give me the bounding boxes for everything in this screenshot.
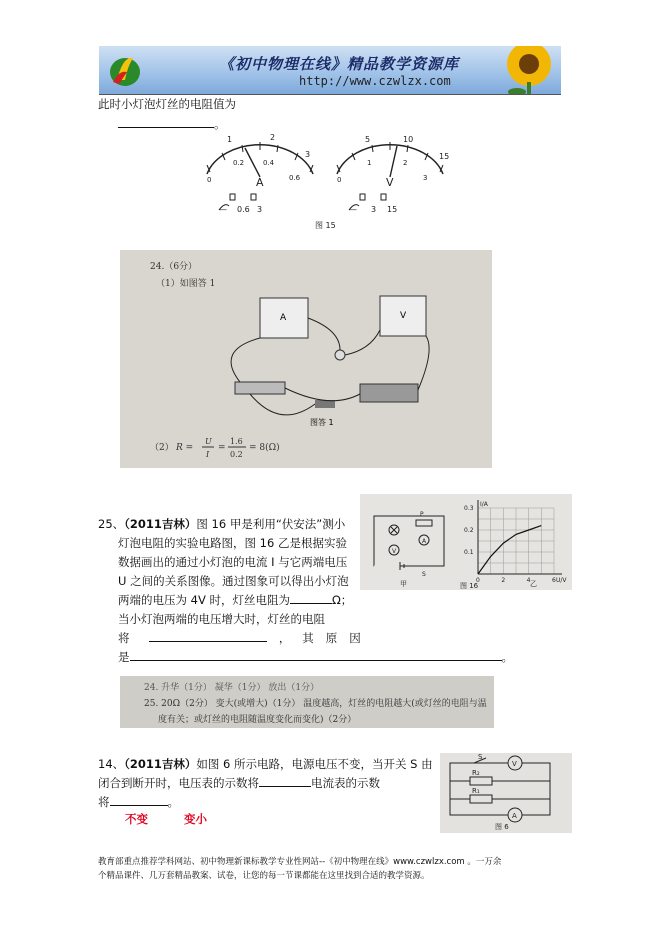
ammeter-terminal-06: 0.6 xyxy=(237,205,250,214)
ammeter-dial xyxy=(207,133,313,214)
iu-curve xyxy=(478,526,541,574)
voltmeter-terminal-15: 15 xyxy=(387,205,398,214)
fig16-yi: 乙 xyxy=(530,580,537,588)
svg-text:P: P xyxy=(420,511,424,518)
q25-text-7: 将 xyxy=(118,631,130,645)
frac1-den: I xyxy=(206,450,210,459)
resistance-blank[interactable] xyxy=(290,591,332,604)
voltmeter-tick-15: 15 xyxy=(439,152,450,161)
voltmeter-tick-3: 3 xyxy=(423,174,428,182)
site-title: 《初中物理在线》精品教学资源库 xyxy=(219,55,460,73)
q25-text-1: 图 16 甲是利用“伏安法”测小 xyxy=(196,517,346,531)
frac2-den: 0.2 xyxy=(230,450,243,459)
ammeter-tick-06: 0.6 xyxy=(289,174,301,182)
svg-text:—: — xyxy=(349,205,357,214)
x-axis-label: U/V xyxy=(556,577,567,584)
ammeter-tick-3: 3 xyxy=(305,150,311,159)
q25-line-1 xyxy=(98,515,345,533)
q14-line-3 xyxy=(98,793,179,811)
svg-text:V: V xyxy=(400,311,407,321)
iu-chart xyxy=(464,500,567,584)
fig6-caption: 图 6 xyxy=(495,823,509,831)
fig16-caption: 图 16 xyxy=(460,582,479,590)
sunflower-icon xyxy=(489,46,559,95)
circuit-jia xyxy=(374,516,444,570)
q14-line-2 xyxy=(98,774,380,792)
voltmeter-blank[interactable] xyxy=(259,774,311,787)
trend-blank[interactable] xyxy=(149,629,267,642)
q25-line-7 xyxy=(118,629,373,647)
voltmeter-terminal-3: 3 xyxy=(371,205,377,214)
ammeter-tick-04: 0.4 xyxy=(263,159,275,167)
svg-text:A: A xyxy=(422,538,427,545)
period: 。 xyxy=(214,117,226,131)
frac2-num: 1.6 xyxy=(230,437,243,446)
fig6-switch-label: S xyxy=(478,753,483,761)
ans25-line-1: 24. 升华（1分） 凝华（1分） 放出（1分） xyxy=(144,683,320,693)
x-tick-label: 2 xyxy=(501,577,506,584)
site-url[interactable]: http://www.czwlzx.com xyxy=(299,74,451,88)
q25-end: 。 xyxy=(501,650,513,664)
q14-text-1: 如图 6 所示电路，电源电压不变，当开关 S 由 xyxy=(196,757,433,771)
voltmeter-tick-2: 2 xyxy=(403,159,408,167)
q14-line-1 xyxy=(98,755,433,773)
ans24-sub1: （1）如图答 1 xyxy=(156,279,216,289)
y-tick-label: 0.1 xyxy=(464,549,474,556)
figure-15-meters xyxy=(185,132,455,232)
q25-unit: Ω； xyxy=(332,593,353,607)
frac1-num: U xyxy=(205,437,212,446)
svg-text:—: — xyxy=(219,205,227,214)
q14-tag: （2011吉林） xyxy=(124,757,197,771)
ammeter-blank[interactable] xyxy=(110,793,168,806)
ammeter-tick-1: 1 xyxy=(227,135,233,144)
q25-text-9: 是 xyxy=(118,650,130,664)
x-tick-label: 4 xyxy=(526,577,531,584)
voltmeter-tick-1: 1 xyxy=(367,159,372,167)
voltmeter-tick-10: 10 xyxy=(403,135,414,144)
answer-24-scan xyxy=(120,250,492,468)
x-tick-label: 6 xyxy=(552,577,556,584)
q25-text-8: ，其原因 xyxy=(278,631,373,645)
y-tick-label: 0.3 xyxy=(464,505,474,512)
ans24-formula xyxy=(150,432,340,462)
q14-text-3: 将 xyxy=(98,795,110,809)
formula-lhs: R = xyxy=(176,443,194,453)
ammeter-letter: A xyxy=(256,176,264,189)
fig6-r1-label: R₁ xyxy=(472,787,480,795)
ans24-head: 24.（6分） xyxy=(150,262,198,272)
q23-text: 此时小灯泡灯丝的电阻值为 xyxy=(98,97,236,111)
answer-circuit-figure xyxy=(220,290,440,430)
ans25-line-2b: 度有关；或灯丝的电阻随温度变化而变化)（2分） xyxy=(158,715,357,725)
figure-16-svg xyxy=(360,494,572,590)
q25-line-5 xyxy=(118,591,352,609)
ammeter-tick-2: 2 xyxy=(270,133,276,142)
footer-line-1: 教育部重点推荐学科网站、初中物理新课标教学专业性网站--《初中物理在线》www.czwlzx.com 。一万余 xyxy=(98,857,502,867)
q14-answer-2: 变小 xyxy=(184,812,207,826)
svg-text:S: S xyxy=(422,571,426,578)
q25-line-3: 数据画出的通过小灯泡的电流 I 与它两端电压 xyxy=(118,555,348,569)
ammeter-tick-02: 0.2 xyxy=(233,159,245,167)
ans25-line-2a: 25. 20Ω（2分） 变大(或增大)（1分） 温度越高，灯丝的电阻越大(或灯丝的电阻与温 xyxy=(144,699,487,709)
site-logo-icon xyxy=(105,50,145,90)
svg-text:A: A xyxy=(280,313,287,323)
figure-16 xyxy=(360,494,572,590)
fig16-jia: 甲 xyxy=(400,580,407,588)
q25-line-6: 当小灯泡两端的电压增大时，灯丝的电阻 xyxy=(118,612,325,626)
voltmeter-tick-0: 0 xyxy=(337,176,342,184)
fig6-voltmeter: V xyxy=(512,760,517,768)
svg-text:=: = xyxy=(218,443,226,453)
formula-prefix: （2） xyxy=(150,443,174,453)
q14-text-2b: 电流表的示数 xyxy=(311,776,380,790)
q25-text-5: 两端的电压为 4V 时，灯丝电阻为 xyxy=(118,593,290,607)
header-banner xyxy=(99,46,561,95)
q25-line-4: U 之间的关系图像。通过图象可以得出小灯泡 xyxy=(118,574,349,588)
q14-end: 。 xyxy=(167,795,179,809)
q25-number: 25、 xyxy=(98,517,125,531)
y-tick-label: 0.2 xyxy=(464,527,474,534)
q25-tag: （2011吉林） xyxy=(124,517,197,531)
ammeter-tick-0: 0 xyxy=(207,176,212,184)
x-tick-label: 0 xyxy=(476,577,480,584)
q25-line-2: 灯泡电阻的实验电路图，图 16 乙是根据实验 xyxy=(118,536,347,550)
y-axis-label: I/A xyxy=(480,501,488,508)
fig6-r2-label: R₂ xyxy=(472,769,480,777)
q23-answer-line xyxy=(118,115,226,133)
q14-text-2a: 闭合到断开时，电压表的示数将 xyxy=(98,776,259,790)
q25-line-9 xyxy=(118,648,513,666)
fig6-ammeter: A xyxy=(512,812,517,820)
formula-rhs: = 8(Ω) xyxy=(249,443,280,453)
answer-25-scan xyxy=(120,676,494,728)
reason-blank[interactable] xyxy=(130,648,502,661)
ans24-fig-caption: 图答 1 xyxy=(310,418,334,427)
figure-6-svg xyxy=(440,753,572,833)
voltmeter-tick-5: 5 xyxy=(365,135,371,144)
ammeter-terminal-3: 3 xyxy=(257,205,263,214)
footer-line-2: 个精品课件、几万套精品教案、试卷，让您的每一节课都能在这里找到合适的教学资源。 xyxy=(98,871,430,881)
q14-number: 14、 xyxy=(98,757,125,771)
voltmeter-letter: V xyxy=(386,176,394,189)
voltmeter-dial xyxy=(337,135,449,214)
answer-blank[interactable] xyxy=(118,115,214,128)
svg-text:V: V xyxy=(392,548,397,555)
figure-15-caption: 图 15 xyxy=(315,221,336,230)
figure-6 xyxy=(440,753,572,833)
q14-answer-1: 不变 xyxy=(125,812,148,826)
